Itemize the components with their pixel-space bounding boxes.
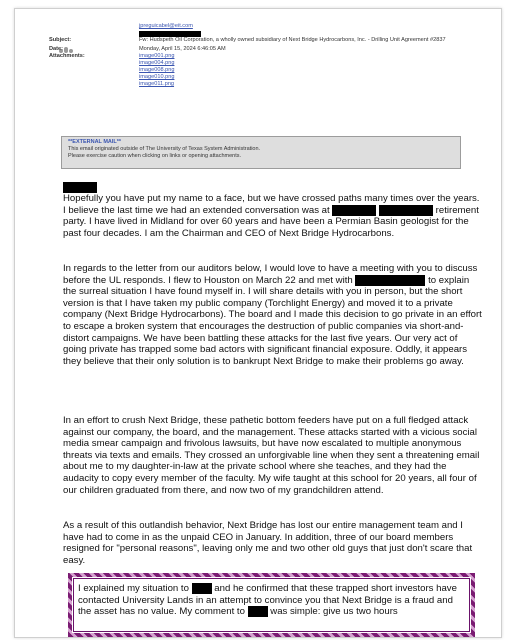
external-mail-line: Please exercise caution when clicking on links or opening attachments. (68, 153, 242, 159)
paragraph-4 (63, 520, 483, 566)
date-label: Date: (49, 46, 63, 52)
redaction (355, 275, 425, 286)
redaction (332, 205, 376, 216)
paragraph-1 (63, 193, 483, 239)
attachments-list (139, 53, 473, 88)
paragraph-2 (63, 263, 483, 367)
attachments-row (43, 53, 473, 88)
attachment-link[interactable]: image001.png (139, 53, 175, 59)
redaction (63, 182, 97, 193)
external-mail-banner (61, 136, 461, 169)
date-value: Monday, April 15, 2024 6:46:05 AM (139, 46, 226, 52)
redaction (248, 606, 268, 617)
from-row (139, 23, 473, 30)
attachment-link[interactable]: image004.png (139, 60, 175, 66)
highlighted-excerpt (68, 573, 475, 637)
from-address[interactable]: jpreguicabel@eit.com (139, 23, 193, 29)
attachments-label: Attachments: (49, 53, 85, 59)
attachment-link[interactable]: image010.png (139, 74, 175, 80)
attachment-link[interactable]: image011.png (139, 81, 175, 87)
paragraph-text: As a result of this outlandish behavior, Next Bridge has lost our entire management team and I have had to come in as the unpaid CEO in January. In addition, three of our board members resigned for "personal reasons", leaving only me and two other old guys that just don't scare that easy. (63, 520, 473, 566)
subject-value: Fw: Hudspeth Oil Corporation, a wholly owned subsidiary of Next Bridge Hydrocarbons, Inc. - Drilling Unit Agreement #2837 (139, 37, 446, 43)
subject-label: Subject: (49, 37, 72, 43)
paragraph-3 (63, 415, 483, 496)
attachment-link[interactable]: image008.png (139, 67, 175, 73)
paragraph-text: to explain the surreal situation I have found myself in. I will share details with you in person, but the short version is that I have taken my public company (Torchlight Energy) and moved it to a private company (Next Bridge Hydrocarbons). The board and I made this decision to go private in an effort to escape a broken system that encourages the destruction of public companies via short-and-distort campaigns. We have been battling these attacks for the last five years. Our very act of going private has trapped some bad actors with significant financial exposure. Oddly, it appears they believe that their only solution is to bankrupt Next Bridge to make their problems go away. (63, 274, 482, 367)
paragraph-text: In an effort to crush Next Bridge, these pathetic bottom feeders have put on a full fledged attack against our company, the board, and the management. These attacks started with a vicious social media smear campaign and frivolous lawsuits, but have now escalated to multiple anonymous threats via texts and emails. They crossed an unforgivable line when they sent a threatening email about me to my daughter-in-law at the private school where she teaches, and they had the audacity to copy every member of the faculty. My wife taught at this school for 20 years, all four of our children graduated from there, and now two of my grandchildren attend. (63, 415, 480, 496)
paragraph-text: retirement party. I have lived in Midland for over 60 years and have been a Permian Basin geologist for the past four decades. I am the Chairman and CEO of Next Bridge Hydrocarbons. (63, 204, 479, 239)
subject-row (43, 37, 473, 44)
date-row (43, 46, 473, 53)
paragraph-text: Hopefully you have put my name to a face, but we have crossed paths many times over the years. I believe the last time we had an extended conversation was at (63, 193, 480, 216)
redaction (379, 205, 433, 216)
document-page (14, 8, 502, 638)
external-mail-line: This email originated outside of The University of Texas System Administration. (68, 146, 261, 152)
paragraph-text: was simple: give us two hours (270, 606, 398, 618)
paragraph-text: In regards to the letter from our auditors below, I would love to have a meeting with you to discuss before the UL responds. I flew to Houston on March 22 and met with (63, 263, 478, 286)
email-header (43, 23, 473, 88)
paragraph-text: I explained my situation to (78, 583, 189, 595)
redaction (192, 583, 212, 594)
external-mail-title: **EXTERNAL MAIL** (68, 139, 122, 145)
paragraph-text: and he confirmed that these trapped short investors have contacted University Lands in an attempt to convince you that Next Bridge is a fraud and the asset has no value. My comment to (78, 583, 457, 618)
